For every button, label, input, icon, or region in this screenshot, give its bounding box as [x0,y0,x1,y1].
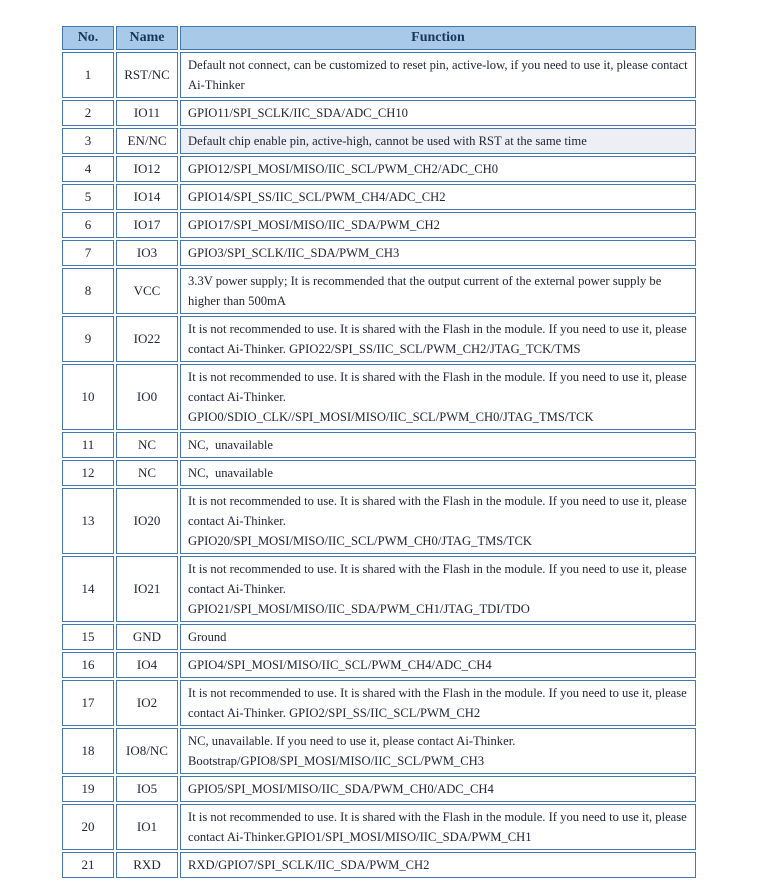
table-row [62,240,696,266]
pin-number-cell: 18 [62,728,114,774]
function-text: GPIO14/SPI_SS/IIC_SCL/PWM_CH4/ADC_CH2 [188,190,446,204]
function-text: Ground [188,630,227,644]
function-text: It is not recommended to use. It is shared with the Flash in the module. If you need to use it, please contact Ai-Thinker. [188,494,690,528]
table-row [62,460,696,486]
table-row [62,52,696,98]
pin-number-cell: 20 [62,804,114,850]
table-row [62,184,696,210]
pin-number-cell: 9 [62,316,114,362]
function-text: Default not connect, can be customized to reset pin, active-low, if you need to use it, please contact Ai-Thinker [188,58,691,92]
pin-name-cell: IO14 [116,184,178,210]
pin-number-cell: 6 [62,212,114,238]
pin-function-cell [180,364,696,430]
pin-number-cell: 5 [62,184,114,210]
pin-number-cell: 15 [62,624,114,650]
pin-function-cell [180,100,696,126]
pin-function-cell [180,652,696,678]
function-text: It is not recommended to use. It is shared with the Flash in the module. If you need to use it, please contact Ai-Thinker. [188,370,690,404]
table-row [62,804,696,850]
pin-function-cell [180,460,696,486]
pin-function-cell [180,488,696,554]
pin-function-cell [180,776,696,802]
pin-name-cell: IO22 [116,316,178,362]
table-row [62,156,696,182]
function-text: GPIO5/SPI_MOSI/MISO/IIC_SDA/PWM_CH0/ADC_CH4 [188,782,494,796]
pin-name-cell: RST/NC [116,52,178,98]
function-text: GPIO12/SPI_MOSI/MISO/IIC_SCL/PWM_CH2/ADC_CH0 [188,162,498,176]
table-row [62,432,696,458]
pin-number-cell: 14 [62,556,114,622]
function-text: GPIO0/SDIO_CLK//SPI_MOSI/MISO/IIC_SCL/PWM_CH0/JTAG_TMS/TCK [188,410,594,424]
pin-function-cell [180,728,696,774]
table-row [62,624,696,650]
pin-name-cell: IO3 [116,240,178,266]
function-text: GPIO21/SPI_MOSI/MISO/IIC_SDA/PWM_CH1/JTAG_TDI/TDO [188,602,530,616]
pin-function-cell [180,184,696,210]
pin-function-cell [180,240,696,266]
pin-number-cell: 11 [62,432,114,458]
pin-function-cell [180,624,696,650]
pin-function-cell [180,432,696,458]
table-row [62,556,696,622]
table-row [62,652,696,678]
pin-name-cell: IO4 [116,652,178,678]
pin-number-cell: 12 [62,460,114,486]
pin-number-cell: 13 [62,488,114,554]
function-text: Bootstrap/GPIO8/SPI_MOSI/MISO/IIC_SCL/PWM_CH3 [188,754,484,768]
function-text: GPIO20/SPI_MOSI/MISO/IIC_SCL/PWM_CH0/JTAG_TMS/TCK [188,534,532,548]
pin-name-cell: NC [116,432,178,458]
pin-name-cell: IO12 [116,156,178,182]
column-header-name: Name [116,26,178,50]
table-row [62,852,696,878]
pin-name-cell: IO21 [116,556,178,622]
pin-name-cell: IO8/NC [116,728,178,774]
function-text: It is not recommended to use. It is shared with the Flash in the module. If you need to use it, please contact Ai-Thinker. [188,562,690,596]
pin-number-cell: 1 [62,52,114,98]
pin-function-cell [180,128,696,154]
function-text: It is not recommended to use. It is shared with the Flash in the module. If you need to use it, please contact Ai-Thinker. GPIO22/SPI_SS/IIC_SCL/PWM_CH2/JTAG_TCK/TMS [188,322,690,356]
pin-function-cell [180,156,696,182]
table-row [62,268,696,314]
pin-function-cell [180,680,696,726]
pin-name-cell: IO20 [116,488,178,554]
function-text: It is not recommended to use. It is shared with the Flash in the module. If you need to use it, please contact Ai-Thinker. GPIO2/SPI_SS/IIC_SCL/PWM_CH2 [188,686,690,720]
pin-function-cell [180,316,696,362]
column-header-no: No. [62,26,114,50]
pin-function-cell [180,556,696,622]
function-text: NC, unavailable [188,466,273,480]
function-text: It is not recommended to use. It is shared with the Flash in the module. If you need to use it, please contact Ai-Thinker.GPIO1/SPI_MOSI/MISO/IIC_SDA/PWM_CH1 [188,810,690,844]
pin-name-cell: RXD [116,852,178,878]
pin-function-table [60,24,698,880]
table-body [62,52,696,878]
table-row [62,776,696,802]
function-text: RXD/GPIO7/SPI_SCLK/IIC_SDA/PWM_CH2 [188,858,430,872]
pin-number-cell: 16 [62,652,114,678]
function-text: NC, unavailable [188,438,273,452]
pin-name-cell: IO11 [116,100,178,126]
pin-number-cell: 8 [62,268,114,314]
function-text: Default chip enable pin, active-high, cannot be used with RST at the same time [188,134,587,148]
function-text: GPIO3/SPI_SCLK/IIC_SDA/PWM_CH3 [188,246,400,260]
pin-name-cell: IO17 [116,212,178,238]
function-text: 3.3V power supply; It is recommended that the output current of the external power supply be higher than 500mA [188,274,665,308]
pin-number-cell: 17 [62,680,114,726]
table-row [62,364,696,430]
header-row [62,26,696,50]
pin-name-cell: IO1 [116,804,178,850]
pin-function-cell [180,268,696,314]
pin-name-cell: IO5 [116,776,178,802]
function-text: NC, unavailable. If you need to use it, please contact Ai-Thinker. [188,734,516,748]
pin-function-cell [180,52,696,98]
pin-number-cell: 4 [62,156,114,182]
pin-name-cell: GND [116,624,178,650]
pin-function-cell [180,804,696,850]
pin-name-cell: IO2 [116,680,178,726]
pin-number-cell: 2 [62,100,114,126]
table-row [62,100,696,126]
table-row [62,212,696,238]
function-text: GPIO4/SPI_MOSI/MISO/IIC_SCL/PWM_CH4/ADC_CH4 [188,658,492,672]
table-header [62,26,696,50]
pin-number-cell: 19 [62,776,114,802]
pin-name-cell: VCC [116,268,178,314]
table-row [62,680,696,726]
table-row [62,728,696,774]
pin-number-cell: 3 [62,128,114,154]
function-text: GPIO17/SPI_MOSI/MISO/IIC_SDA/PWM_CH2 [188,218,440,232]
pin-number-cell: 21 [62,852,114,878]
pin-name-cell: NC [116,460,178,486]
table-row [62,488,696,554]
table-row [62,316,696,362]
pin-function-cell [180,852,696,878]
table-row [62,128,696,154]
pin-number-cell: 10 [62,364,114,430]
pin-function-cell [180,212,696,238]
pin-name-cell: EN/NC [116,128,178,154]
function-text: GPIO11/SPI_SCLK/IIC_SDA/ADC_CH10 [188,106,408,120]
pin-number-cell: 7 [62,240,114,266]
pin-name-cell: IO0 [116,364,178,430]
column-header-function: Function [180,26,696,50]
